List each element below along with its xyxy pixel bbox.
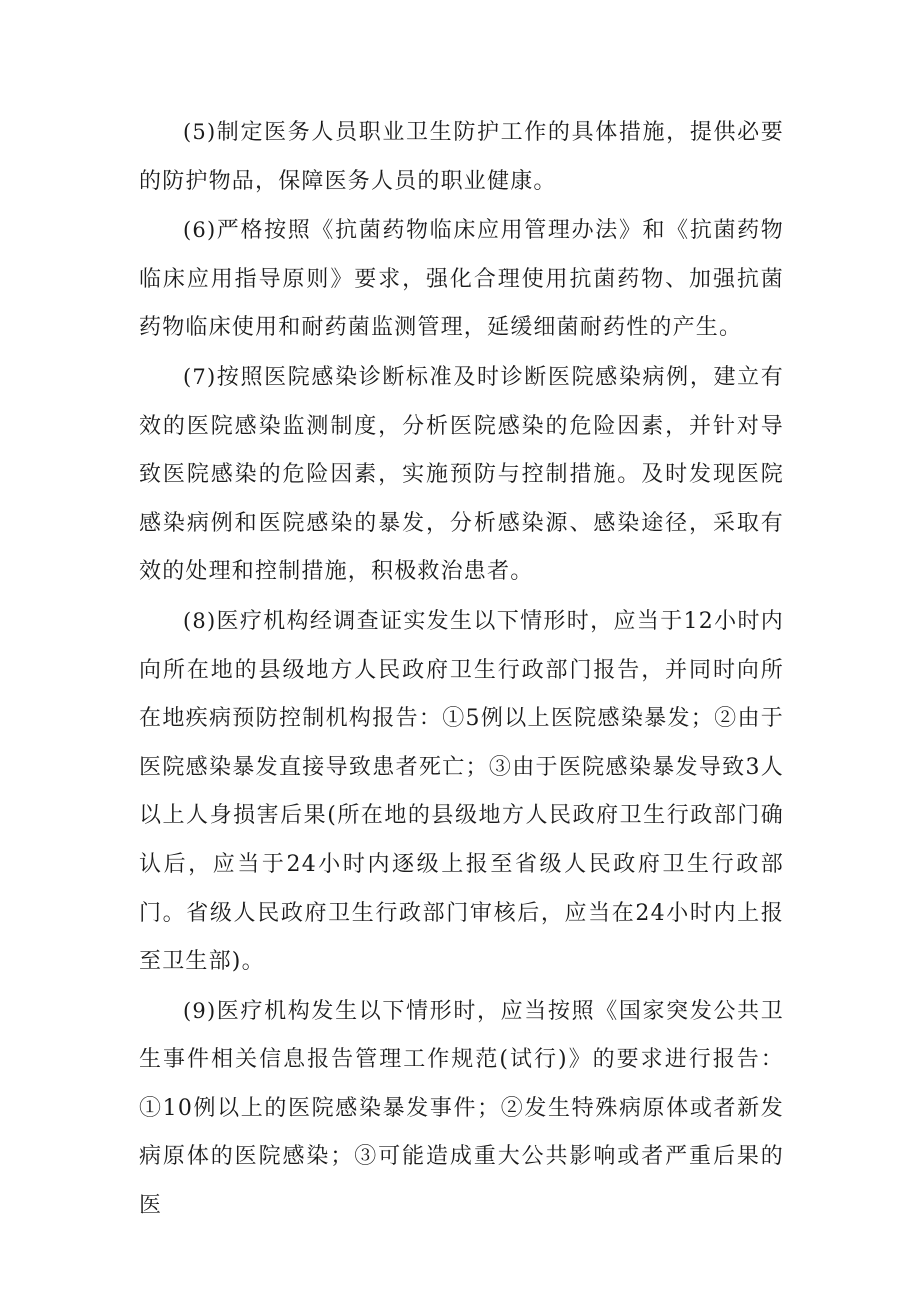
paragraph-9 xyxy=(139,987,784,1231)
paragraph-number: (5) xyxy=(183,120,217,144)
paragraph-number: (9) xyxy=(183,998,217,1023)
paragraph-text: 严格按照《抗菌药物临床应用管理办法》和《抗菌药物临床应用指导原则》要求，强化合理使用抗菌药物、加强抗菌药物临床使用和耐药菌监测管理，延缓细菌耐药性的产生。 xyxy=(139,218,784,341)
paragraph-6 xyxy=(139,206,784,353)
paragraph-8 xyxy=(139,597,784,987)
paragraph-5 xyxy=(139,108,784,206)
paragraph-text: 按照医院感染诊断标准及时诊断医院感染病例，建立有效的医院感染监测制度，分析医院感染的危险因素，并针对导致医院感染的危险因素，实施预防与控制措施。及时发现医院感染病例和医院感染的暴发，分析感染源、感染途径，采取有效的处理和控制措施，积极救治患者。 xyxy=(139,364,784,585)
document-page xyxy=(139,108,784,1231)
paragraph-text: 医疗机构经调查证实发生以下情形时，应当于12小时内向所在地的县级地方人民政府卫生行政部门报告，并同时向所在地疾病预防控制机构报告：①5例以上医院感染暴发；②由于医院感染暴发直接导致患者死亡；③由于医院感染暴发导致3人以上人身损害后果(所在地的县级地方人民政府卫生行政部门确认后，应当于24小时内逐级上报至省级人民政府卫生行政部门。省级人民政府卫生行政部门审核后，应当在24小时内上报至卫生部)。 xyxy=(139,608,784,975)
paragraph-number: (7) xyxy=(183,364,217,389)
paragraph-text: 制定医务人员职业卫生防护工作的具体措施，提供必要的防护物品，保障医务人员的职业健康。 xyxy=(139,120,784,194)
paragraph-7 xyxy=(139,353,784,597)
paragraph-number: (8) xyxy=(183,608,217,633)
paragraph-text: 医疗机构发生以下情形时，应当按照《国家突发公共卫生事件相关信息报告管理工作规范(试行)》的要求进行报告：①10例以上的医院感染暴发事件；②发生特殊病原体或者新发病原体的医院感染；③可能造成重大公共影响或者严重后果的医 xyxy=(139,998,784,1219)
paragraph-number: (6) xyxy=(183,218,217,243)
